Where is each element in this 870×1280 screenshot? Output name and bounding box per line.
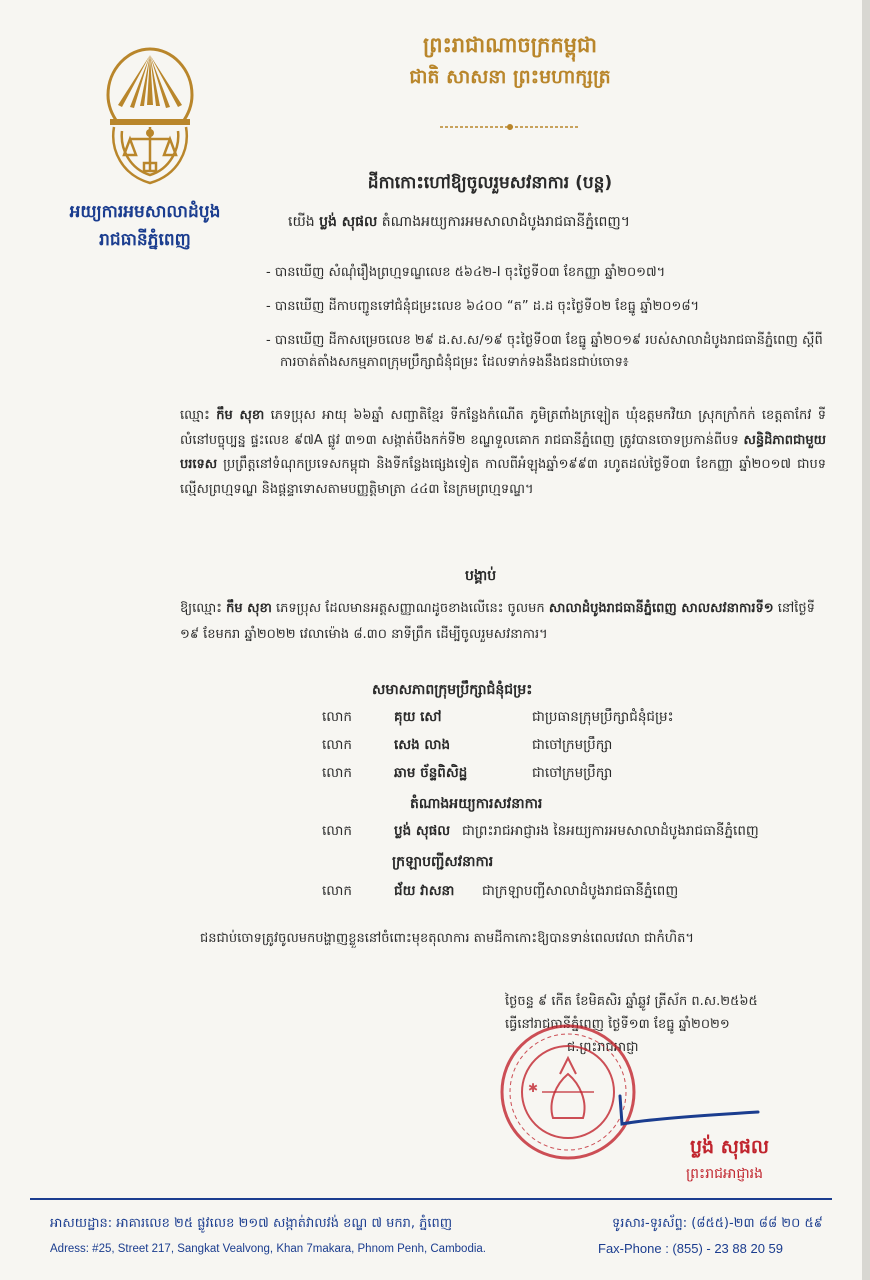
- panel-title: លោក: [322, 765, 352, 781]
- we-rest: តំណាងអយ្យការអមសាលាដំបូងរាជធានីភ្នំពេញ។: [381, 214, 630, 230]
- order-time: នៅថ្ងៃទី ១៩ ខែមករា ឆ្នាំ២០២២ វេលាម៉ោង ៨.៣០ នាទីព្រឹក ដើម្បីចូលរួមសវនាការ។: [180, 601, 815, 642]
- signer-role: ជ.ព្រះរាជអាជ្ញា: [567, 1040, 639, 1055]
- panel-heading: សមាសភាពក្រុមប្រឹក្សាជំនុំជម្រះ: [372, 682, 533, 698]
- signature-stroke-icon: [612, 1094, 762, 1134]
- panel-role: ជាប្រធានក្រុមប្រឹក្សាជំនុំជម្រះ: [532, 709, 674, 725]
- panel-title: លោក: [322, 709, 352, 725]
- panel-name: ឆាម ច័ន្ទពិសិដ្ឋ: [394, 765, 468, 781]
- accused-paragraph: [180, 404, 826, 502]
- prosecutor-row-name: ប្លង់ សុផល: [394, 823, 451, 839]
- issuing-office: [30, 198, 260, 254]
- panel-role: ជាចៅក្រមប្រឹក្សា: [532, 737, 613, 753]
- prosecutor-name: ប្លង់ សុផល: [319, 214, 378, 230]
- court-emblem-icon: [100, 45, 200, 190]
- we-prefix: យើង: [288, 214, 315, 230]
- recital-item: - បានឃើញ សំណុំរឿងព្រហ្មទណ្ឌលេខ ៥៦៤២-I ចុះថ្ងៃទី០៣ ខែកញ្ញា ឆ្នាំ២០១៧។: [266, 265, 666, 280]
- svg-text:✱: ✱: [528, 1081, 539, 1095]
- solar-date: ធ្វើនៅរាជធានីភ្នំពេញ ថ្ងៃទី១៣ ខែធ្នូ ឆ្នាំ២០២១: [505, 1017, 730, 1032]
- panel-name: គុយ សៅ: [394, 709, 442, 725]
- panel-row: [322, 764, 842, 788]
- address-english: Adress: #25, Street 217, Sangkat Vealvong, Khan 7makara, Phnom Penh, Cambodia.: [50, 1243, 486, 1255]
- accused-details-end: ប្រព្រឹត្តនៅទំណុកប្រទេសកម្ពុជា និងទីកន្លែងផ្សេងទៀត កាលពីអំឡុងឆ្នាំ១៩៩៣ រហូតដល់ថ្ងៃទី០៣ ខែកញ្ញា ឆ្នាំ២០១៧ ជាបទល្មើសព្រហ្មទណ្ឌ និងផ្តន្ទាទោសតាមបញ្ញត្តិមាត្រា ៤៤៣ នៃក្រមព្រហ្មទណ្ឌ។: [180, 457, 826, 497]
- panel-row: [322, 708, 842, 732]
- prosecutor-title: លោក: [322, 823, 352, 839]
- recital-item: - បានឃើញ ដីកាបញ្ជូនទៅជំនុំជម្រះលេខ ៦៤០០ “ត” ដ.ដ ចុះថ្ងៃទី០២ ខែធ្នូ ឆ្នាំ២០១៨។: [266, 299, 700, 314]
- footer-divider: [30, 1198, 832, 1200]
- attendance-notice: ជនជាប់ចោទត្រូវចូលមកបង្ហាញខ្លួននៅចំពោះមុខតុលាការ តាមដីកាកោះឱ្យបានទាន់ពេលវេលា ជាកំហិត។: [200, 931, 694, 946]
- official-seal-icon: [498, 1022, 638, 1162]
- address-khmer: អាសយដ្ឋាន: អាគារលេខ ២៥ ផ្លូវលេខ ២១៧ សង្កាត់វាលវង់ ខណ្ឌ ៧ មករា, ភ្នំពេញ: [50, 1216, 453, 1231]
- clerk-role: ជាក្រឡាបញ្ជីសាលាដំបូងរាជធានីភ្នំពេញ: [482, 883, 679, 899]
- prosecutor-role: ជាព្រះរាជអាជ្ញារង នៃអយ្យការអមសាលាដំបូងរាជធានីភ្នំពេញ: [462, 823, 759, 839]
- order-paragraph: [180, 596, 826, 648]
- office-line-1: អយ្យការអមសាលាដំបូង: [69, 202, 221, 222]
- panel-title: លោក: [322, 737, 352, 753]
- accused-intro: ឈ្មោះ: [180, 408, 217, 423]
- page-edge: [862, 0, 870, 1280]
- clerk-name: ជ័យ វាសនា: [394, 883, 455, 899]
- office-line-2: រាជធានីភ្នំពេញ: [99, 230, 191, 250]
- accused-details: ភេទប្រុស អាយុ ៦៦ឆ្នាំ សញ្ជាតិខ្មែរ ទីកន្លែងកំណើត ភូមិត្រពាំងក្រឡៀត ឃុំឧត្តមកវិយា ស្រុកក្រាំកក់ ខេត្តតាកែវ ទីលំនៅបច្ចុប្បន្ន ផ្ទះលេខ ៩៧A ផ្លូវ ៣១៣ សង្កាត់បឹងកក់ទី២ ខណ្ឌទួលគោក រាជធានីភ្នំពេញ ត្រូវបានចោទប្រកាន់ពីបទ: [180, 408, 826, 448]
- order-intro: ឱ្យឈ្មោះ: [180, 601, 227, 616]
- signer-title: ព្រះរាជអាជ្ញារង: [686, 1166, 763, 1182]
- document-title: ដីកាកោះហៅឱ្យចូលរួមសវនាការ (បន្ត): [367, 173, 613, 193]
- order-text: ភេទប្រុស ដែលមានអត្តសញ្ញាណដូចខាងលើនេះ ចូលមក: [271, 601, 549, 616]
- clerk-title: លោក: [322, 883, 352, 899]
- recital-item: - បានឃើញ ដីកាសម្រេចលេខ ២៩ ដ.ស.ស/១៩ ចុះថ្ងៃទី០៣ ខែធ្នូ ឆ្នាំ២០១៩ របស់សាលាដំបូងរាជធានីភ្នំពេញ ស្តីពីការចាត់តាំងសកម្មភាពក្រុមប្រឹក្សាជំនុំជម្រះ ដែលទាក់ទងនឹងជនជាប់ចោទ៖: [266, 333, 823, 370]
- accused-name: កឹម សុខា: [216, 408, 265, 423]
- lunar-date: ថ្ងៃចន្ទ ៩ កើត ខែមិគសិរ ឆ្នាំឆ្លូវ ត្រីស័ក ព.ស.២៥៦៥: [505, 994, 758, 1009]
- kingdom-line-2: ជាតិ សាសនា ព្រះមហាក្សត្រ: [409, 66, 611, 88]
- phone-english: Fax-Phone : (855) - 23 88 20 59: [598, 1241, 784, 1256]
- clerk-heading: ក្រឡាបញ្ជីសវនាការ: [392, 854, 494, 870]
- panel-role: ជាចៅក្រមប្រឹក្សា: [532, 765, 613, 781]
- signer-name: ប្លង់ សុផល: [690, 1136, 769, 1158]
- prosecutor-heading: តំណាងអយ្យការសវនាការ: [410, 796, 543, 812]
- charge: សន្ធិដិភាពជាមួយបរទេស: [180, 432, 826, 472]
- kingdom-header: [350, 28, 670, 92]
- clerk-row: [322, 882, 842, 906]
- order-heading: បង្គាប់: [465, 568, 497, 584]
- prosecutor-row: [322, 822, 842, 846]
- kingdom-line-1: ព្រះរាជាណាចក្រកម្ពុជា: [422, 33, 597, 57]
- order-accused-name: កឹម សុខា: [226, 601, 272, 616]
- recital-list: [266, 262, 826, 386]
- court-room: សាលាដំបូងរាជធានីភ្នំពេញ សាលសវនាការទី១: [548, 601, 774, 616]
- we-line: [288, 212, 808, 233]
- ornament-divider-icon: [440, 122, 580, 132]
- phone-khmer: ទូរសារ-ទូរស័ព្ទ: (៨៥៥)-២៣ ៨៨ ២០ ៥៩: [612, 1216, 823, 1231]
- panel-name: សេង លាង: [394, 737, 451, 753]
- panel-row: [322, 736, 842, 760]
